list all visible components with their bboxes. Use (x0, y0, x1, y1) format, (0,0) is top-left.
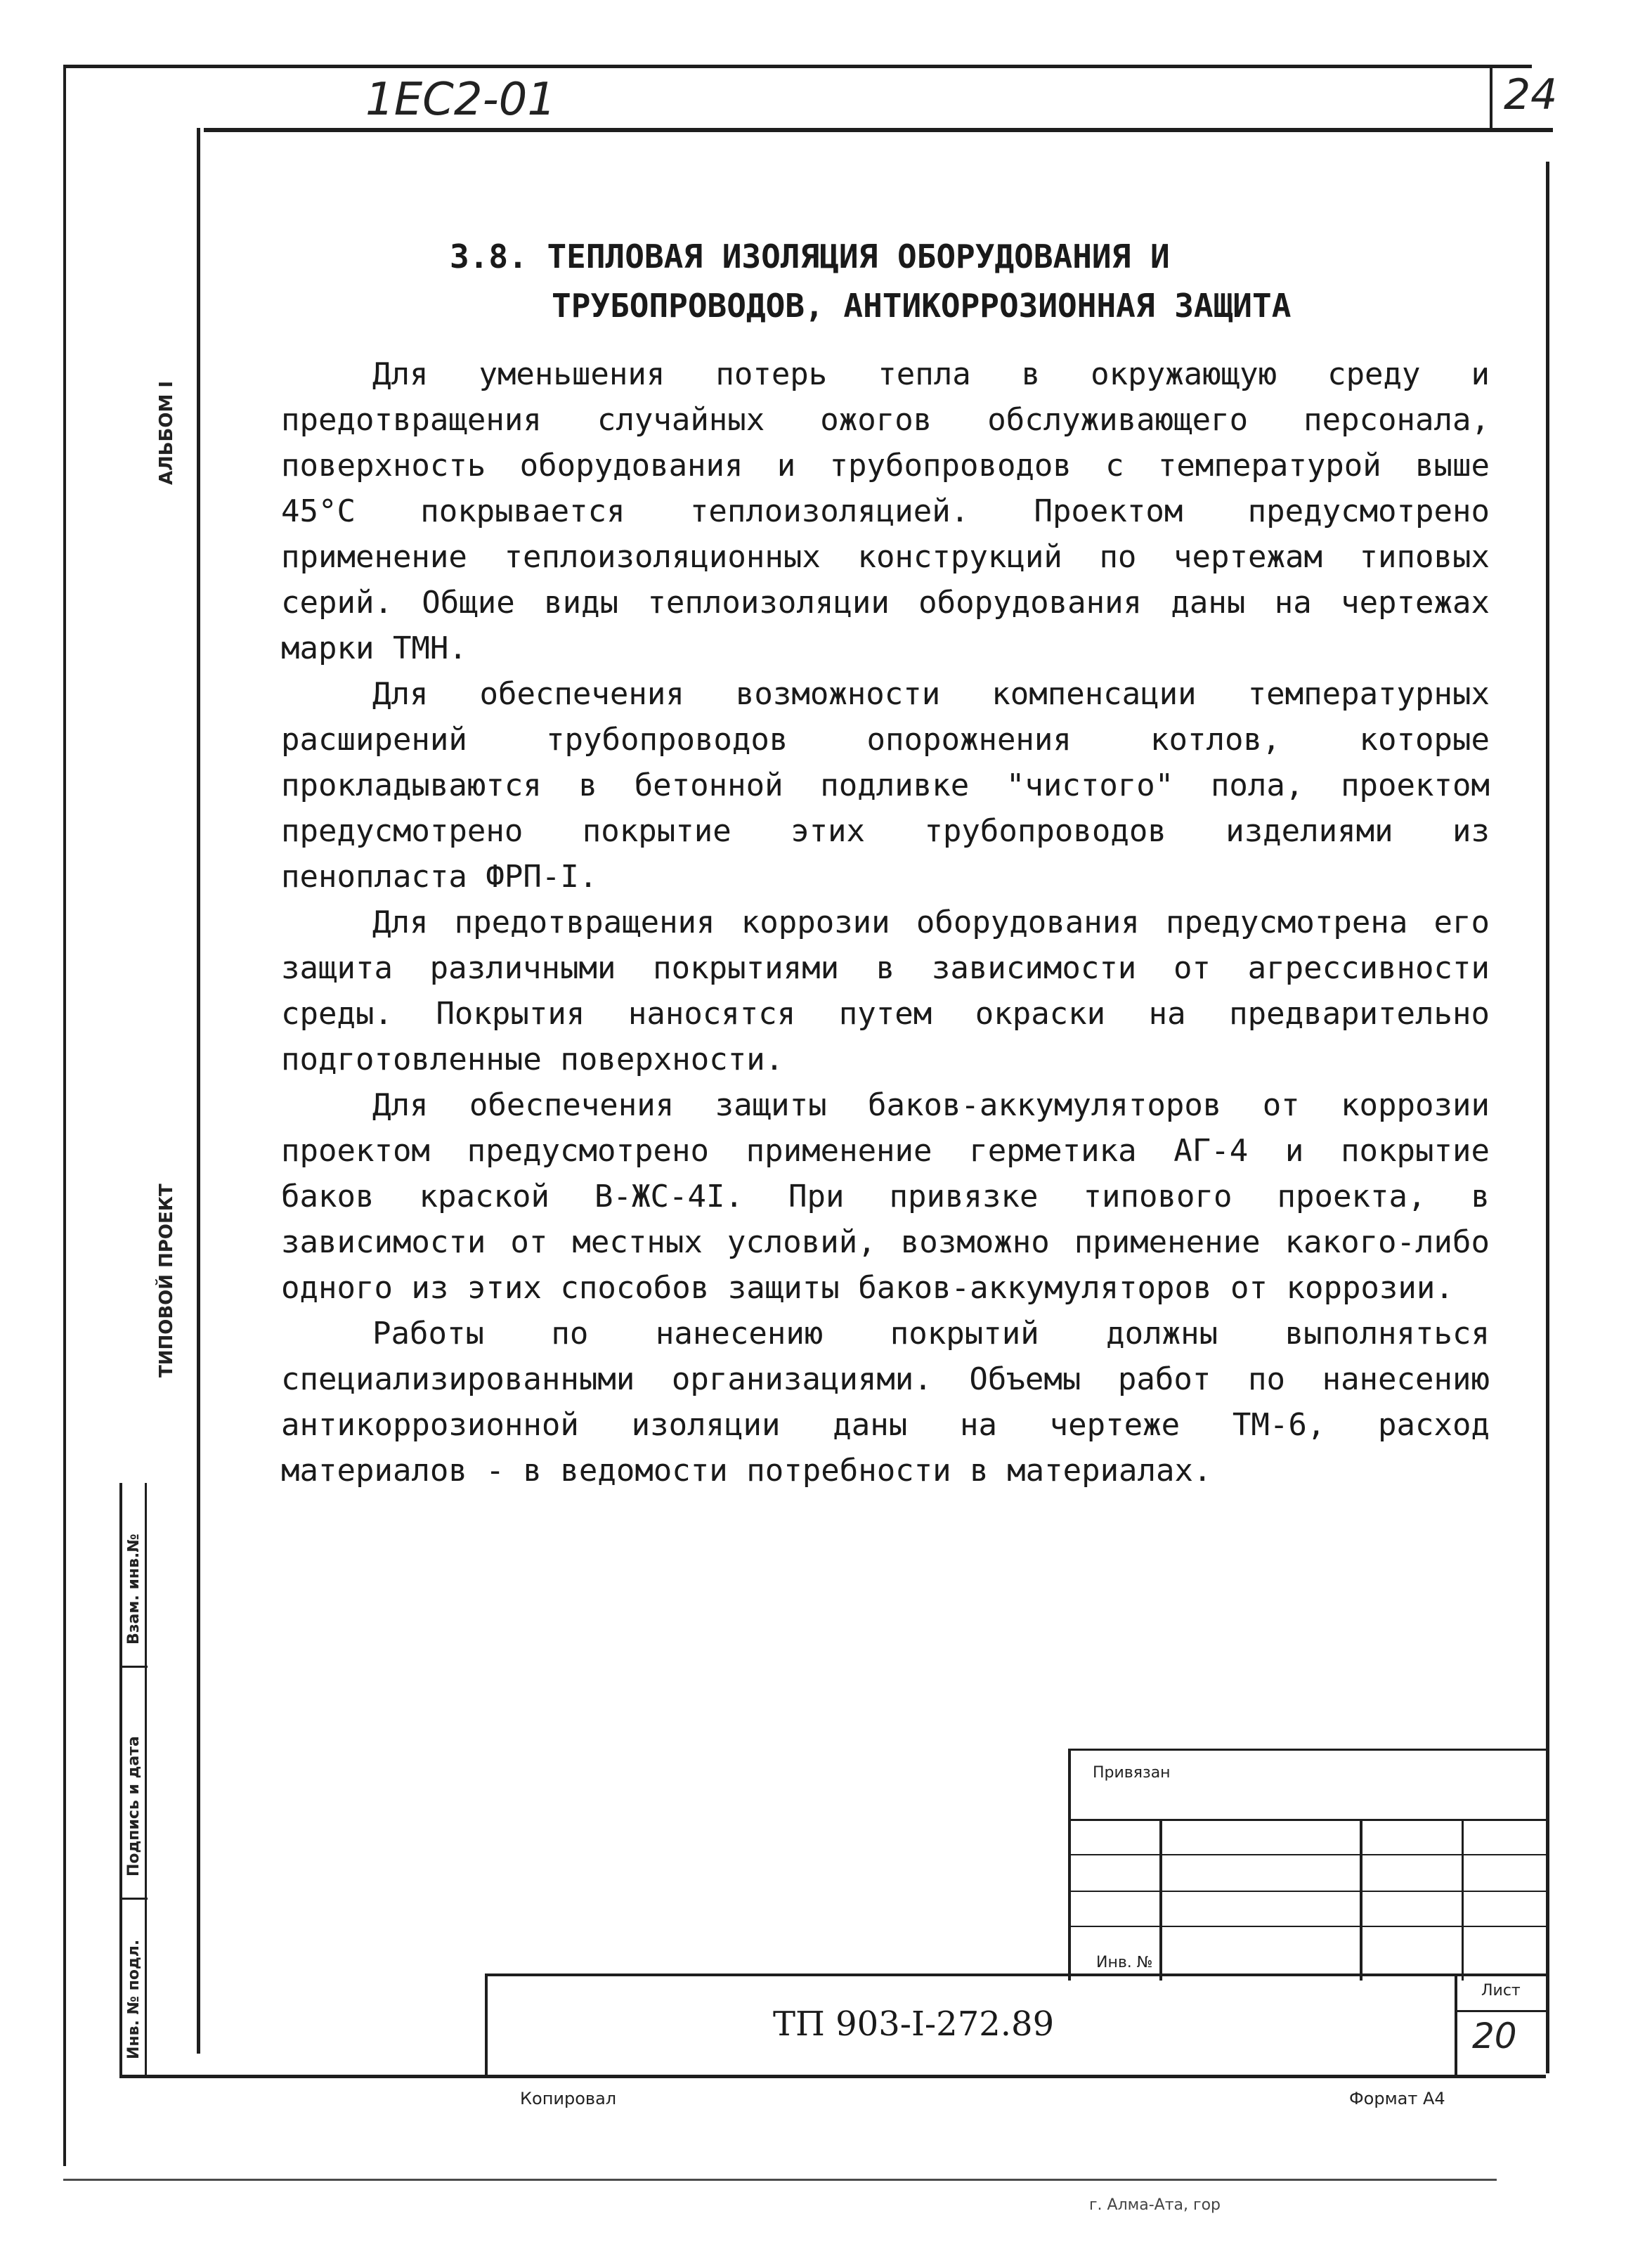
stamp-row-line-2 (1068, 1854, 1546, 1855)
stamp-inv-label: Инв. № (1096, 1954, 1153, 1971)
title-block-sheet-row (1455, 2010, 1546, 2012)
stamp-row-line (1068, 1819, 1546, 1821)
album-label: АЛЬБОМ I (156, 380, 177, 485)
side-block-sep-1 (119, 1666, 148, 1668)
sheet-label: Лист (1481, 1982, 1521, 2000)
paragraph-3: Для предотвращения коррозии оборудования предусмотрена его защита различными покрытиями в зависимости от агрессивности среды. Покрытия наносятся путем окраски на предварительно подготовленные поверхности. (281, 905, 1490, 1077)
stamp-bound-label: Привязан (1093, 1764, 1171, 1782)
frame-left-line (63, 65, 66, 2166)
title-block-sheet-divider (1455, 1973, 1457, 2078)
frame-right-line (1546, 162, 1549, 2073)
interchange-label: Взам. инв.№ (125, 1534, 143, 1645)
footer-format: Формат А4 (1349, 2089, 1445, 2108)
document-code: ТП 903-I-272.89 (773, 2004, 1055, 2044)
stamp-row-line-3 (1068, 1891, 1546, 1892)
footer-copied: Копировал (520, 2089, 617, 2108)
frame-top-line (63, 65, 1532, 68)
section-title-line-1: 3.8. ТЕПЛОВАЯ ИЗОЛЯЦИЯ ОБОРУДОВАНИЯ И (450, 238, 1170, 276)
inventory-label: Инв. № подл. (125, 1939, 143, 2059)
paragraph-4: Для обеспечения защиты баков-аккумуляторов от коррозии проектом предусмотрено применение герметика АГ-4 и покрытие баков краской В-ЖС-4I. При привязке типового проекта, в зависимости от местных условий, возможно применение какого-либо одного из этих способов защиты баков-аккумуляторов от коррозии. (281, 1087, 1490, 1306)
stamp-top-line (1068, 1749, 1546, 1751)
paragraph-2: Для обеспечения возможности компенсации температурных расширений трубопроводов опорожнения котлов, которые прокладываются в бетонной подливке "чистого" пола, проектом предусмотрено покрытие этих трубопроводов изделиями из пенопласта ФРП-I. (281, 676, 1490, 895)
sign-date-label: Подпись и дата (125, 1736, 143, 1877)
body-text (281, 351, 1490, 1493)
section-title (450, 232, 1574, 330)
page-bottom-line (63, 2179, 1497, 2181)
handwritten-code: 1ЕС2-01 (365, 74, 557, 126)
paragraph-5: Работы по нанесению покрытий должны выполняться специализированными организациями. Объемы работ по нанесению антикоррозионной изоляции даны на чертеже ТМ-6, расход материалов - в ведомости потребности в материалах. (281, 1316, 1490, 1489)
stamp-col-line-1 (1159, 1819, 1162, 1981)
handwritten-sheet-number: 24 (1504, 70, 1558, 119)
stamp-col-line-3 (1462, 1819, 1464, 1981)
frame-inner-left-line (197, 128, 200, 2054)
sheet-number-divider (1490, 65, 1492, 131)
section-title-line-2: ТРУБОПРОВОДОВ, АНТИКОРРОЗИОННАЯ ЗАЩИТА (552, 287, 1292, 325)
frame-bottom-line (119, 2075, 1546, 2078)
title-block-left-line (485, 1973, 488, 2078)
title-block-top-line (485, 1973, 1546, 1976)
side-block-divider (145, 1483, 147, 2077)
stamp-left-line (1068, 1749, 1071, 1981)
handwritten-sheet-label: 20 (1472, 2016, 1517, 2056)
project-type-label: ТИПОВОЙ ПРОЕКТ (156, 1184, 177, 1378)
frame-inner-top-line (204, 128, 1553, 132)
side-block-outer-left (119, 1483, 122, 2077)
paragraph-1: Для уменьшения потерь тепла в окружающую среду и предотвращения случайных ожогов обслуживающего персонала, поверхность оборудования и трубопроводов с температурой выше 45°С покрывается теплоизоляцией. Проектом предусмотрено применение теплоизоляционных конструкций по чертежам типовых серий. Общие виды теплоизоляции оборудования даны на чертежах марки ТМН. (281, 356, 1490, 666)
stamp-row-line-4 (1068, 1926, 1546, 1927)
stamp-col-line-2 (1360, 1819, 1362, 1981)
side-block-sep-2 (119, 1898, 148, 1900)
footer-city: г. Алма-Ата, гор (1089, 2196, 1221, 2214)
